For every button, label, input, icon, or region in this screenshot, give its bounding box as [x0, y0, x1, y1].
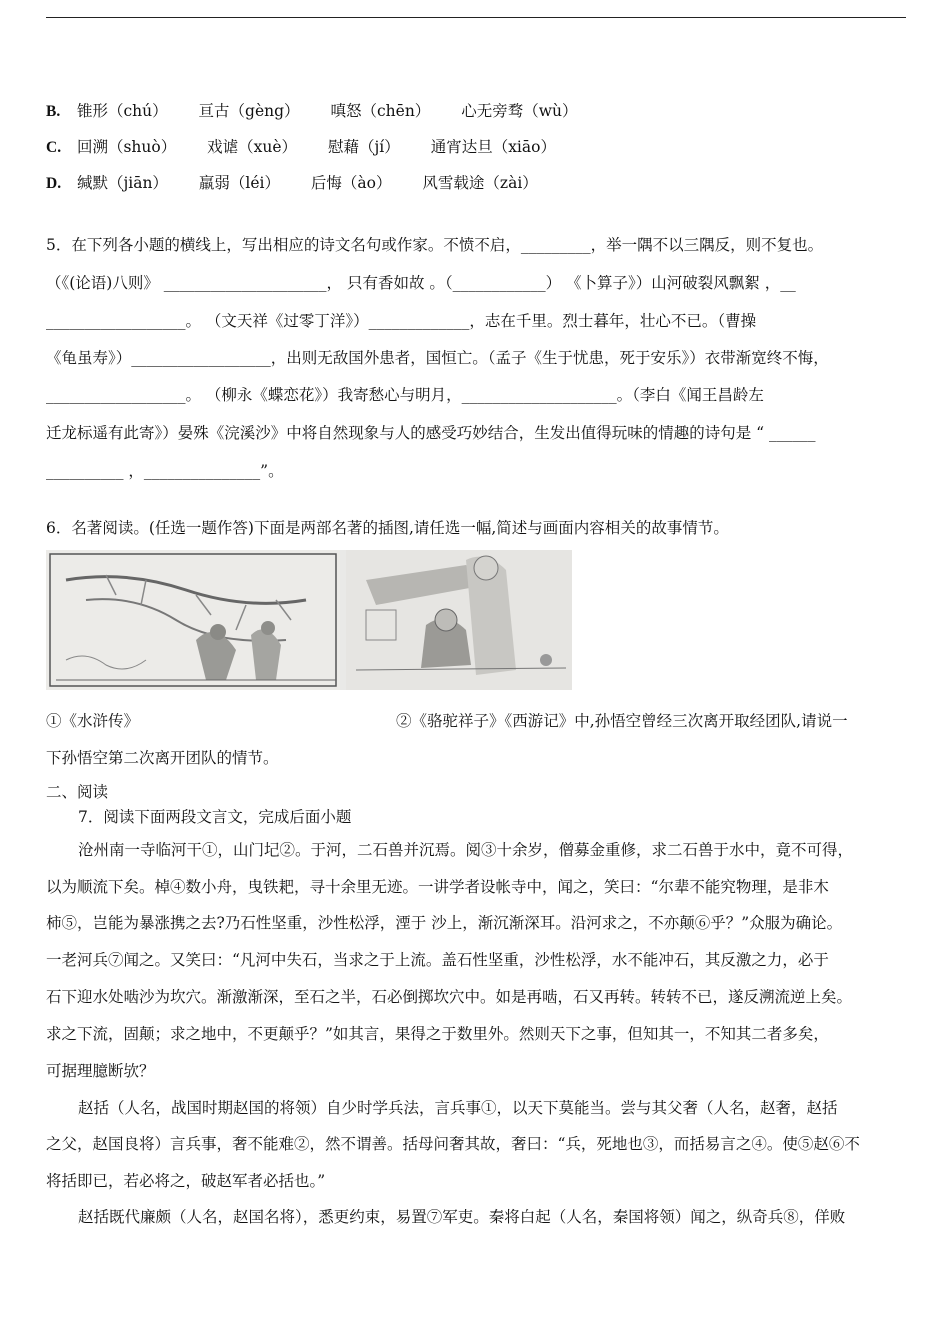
option-item: 羸弱（léi） [198, 174, 280, 192]
option-item: 戏谑（xuè） [207, 138, 298, 156]
illustration-image [46, 550, 572, 690]
passage-line: 石下迎水处啮沙为坎穴。渐激渐深，至石之半，石必倒掷坎穴中。如是再啮，石又再转。转转不已，遂反溯流逆上矣。 [46, 988, 853, 1006]
q7-title: 7．阅读下面两段文言文，完成后面小题 [78, 808, 352, 826]
option-letter: D. [46, 175, 62, 192]
q6-title: 6．名著阅读。(任选一题作答)下面是两部名著的插图,请任选一幅,简述与画面内容相关的故事情节。 [46, 519, 729, 537]
option-item: 缄默（jiān） [76, 174, 168, 192]
q5-line: __________________。 （柳永《蝶恋花》）我寄愁心与明月，____________________。（李白《闻王昌龄左 [46, 386, 764, 404]
option-item: 通宵达旦（xiāo） [430, 138, 556, 156]
option-letter: C. [46, 139, 62, 156]
option-item: 风雪载途（zài） [422, 174, 538, 192]
passage-line: 赵括既代廉颇（人名，赵国名将），悉更约束，易置⑦军吏。秦将白起（人名，秦国将领）闻之，纵奇兵⑧，佯败 [78, 1208, 846, 1226]
option-item: 回溯（shuò） [76, 138, 177, 156]
q6-continuation: 下孙悟空第二次离开团队的情节。 [46, 749, 279, 767]
q6-option-1: ①《水浒传》 [46, 712, 140, 730]
passage-line: 赵括（人名，战国时期赵国的将领）自少时学兵法，言兵事①，以天下莫能当。尝与其父奢（人名，赵奢，赵括 [78, 1099, 838, 1117]
header-rule [46, 17, 906, 18]
option-row-b [46, 101, 604, 122]
option-item: 锥形（chú） [76, 102, 168, 120]
option-item: 亘古（gèng） [198, 102, 300, 120]
q5-line: （《(论语)八则》 _____________________， 只有香如故 。（____________） 《卜算子》）山河破裂风飘絮 ，__ [46, 274, 796, 292]
q6-option-2: ②《骆驼祥子》《西游记》中,孙悟空曾经三次离开取经团队,请说一 [396, 712, 848, 730]
passage-line: 之父，赵国良将）言兵事，奢不能难②，然不谓善。括母问奢其故，奢曰：“兵，死地也③，而括易言之④。使⑤赵⑥不 [46, 1135, 860, 1153]
q5-line: 5．在下列各小题的横线上，写出相应的诗文名句或作家。不愤不启，_________，举一隅不以三隅反，则不复也。 [46, 236, 824, 254]
option-item: 慰藉（jí） [327, 138, 400, 156]
passage-line: 求之下流，固颠；求之地中，不更颠乎？”如其言，果得之于数里外。然则天下之事，但知其一，不知其二者多矣， [46, 1025, 829, 1043]
passage-line: 一老河兵⑦闻之。又笑曰：“凡河中失石，当求之于上流。盖石性坚重，沙性松浮，水不能冲石，其反激之力，必于 [46, 951, 829, 969]
option-item: 嗔怒（chēn） [330, 102, 431, 120]
section-heading: 二、阅读 [46, 783, 109, 801]
passage-line: 沧州南一寺临河干①，山门圮②。于河，二石兽并沉焉。阅③十余岁，僧募金重修，求二石兽于水中，竟不可得， [78, 841, 854, 859]
q5-line: 迁龙标遥有此寄》）晏殊《浣溪沙》中将自然现象与人的感受巧妙结合，生发出值得玩味的情趣的诗句是 “ ______ [46, 424, 816, 442]
q5-line: __________________。 （文天祥《过零丁洋》）_____________，志在千里。烈士暮年，壮心不已。（曹操 [46, 312, 757, 330]
q5-line: 《龟虽寿》）__________________，出则无敌国外患者，国恒亡。（孟子《生于忧患，死于安乐》）衣带渐宽终不悔， [46, 349, 829, 367]
q6-options [46, 711, 901, 731]
passage-line: 柿⑤，岂能为暴涨携之去?乃石性坚重，沙性松浮，湮于 沙上，渐沉渐深耳。沿河求之，不亦颠⑥乎？”众服为确论。 [46, 914, 843, 932]
novel-illustrations [46, 550, 572, 690]
option-letter: B. [46, 103, 61, 120]
passage-line: 将括即已，若必将之，破赵军者必括也。” [46, 1172, 326, 1190]
option-row-c [46, 137, 582, 158]
option-item: 心无旁骛（wù） [461, 102, 578, 120]
passage-line: 可据理臆断欤？ [46, 1062, 155, 1080]
q5-line: __________ ，_______________”。 [46, 462, 284, 480]
passage-line: 以为顺流下矣。棹④数小舟，曳铁耙，寻十余里无迹。一讲学者设帐寺中，闻之，笑曰：“尔辈不能究物理，是非木 [46, 878, 829, 896]
option-item: 后悔（ào） [310, 174, 392, 192]
option-row-d [46, 173, 564, 194]
